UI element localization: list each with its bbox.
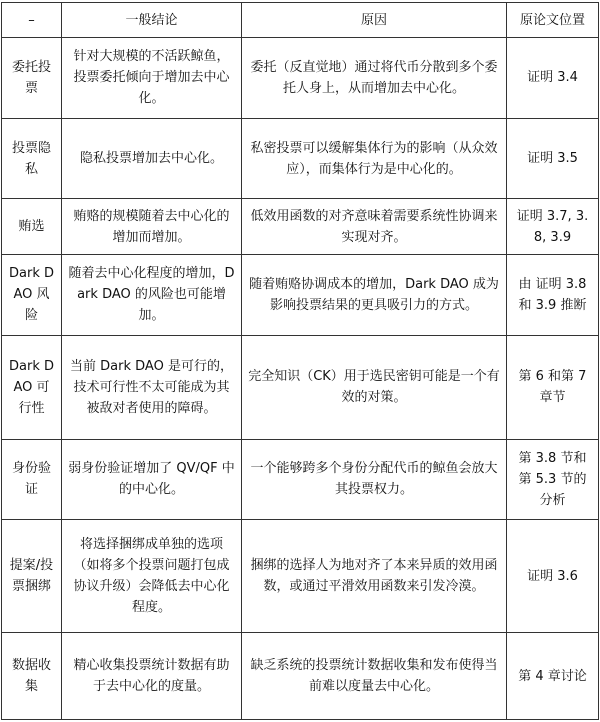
row-conclusion: 精心收集投票统计数据有助于去中心化的度量。 — [62, 633, 242, 720]
table-row — [2, 439, 599, 520]
row-conclusion: 针对大规模的不活跃鲸鱼，投票委托倾向于增加去中心化。 — [62, 38, 242, 119]
row-topic: 数据收集 — [2, 633, 62, 720]
row-reason: 捆绑的选择人为地对齐了本来异质的效用函数，或通过平滑效用函数来引发冷漠。 — [242, 520, 507, 633]
row-conclusion: 贿赂的规模随着去中心化的增加而增加。 — [62, 199, 242, 254]
row-conclusion: 随着去中心化程度的增加，Dark DAO 的风险也可能增加。 — [62, 254, 242, 335]
conclusions-table — [1, 2, 599, 720]
table-row — [2, 38, 599, 119]
row-reason: 完全知识（CK）用于选民密钥可能是一个有效的对策。 — [242, 335, 507, 439]
row-topic: 身份验证 — [2, 439, 62, 520]
header-reason: 原因 — [242, 3, 507, 38]
table-row — [2, 335, 599, 439]
row-proof: 证明 3.6 — [507, 520, 599, 633]
row-topic: 提案/投票捆绑 — [2, 520, 62, 633]
table-row — [2, 118, 599, 199]
row-conclusion: 当前 Dark DAO 是可行的，技术可行性不太可能成为其被敌对者使用的障碍。 — [62, 335, 242, 439]
row-proof: 第 3.8 节和第 5.3 节的分析 — [507, 439, 599, 520]
row-proof: 证明 3.7, 3.8, 3.9 — [507, 199, 599, 254]
header-topic: – — [2, 3, 62, 38]
row-proof: 证明 3.4 — [507, 38, 599, 119]
table-row — [2, 520, 599, 633]
row-reason: 一个能够跨多个身份分配代币的鲸鱼会放大其投票权力。 — [242, 439, 507, 520]
row-reason: 低效用函数的对齐意味着需要系统性协调来实现对齐。 — [242, 199, 507, 254]
table-row — [2, 199, 599, 254]
row-proof: 证明 3.5 — [507, 118, 599, 199]
row-topic: 委托投票 — [2, 38, 62, 119]
row-reason: 委托（反直觉地）通过将代币分散到多个委托人身上，从而增加去中心化。 — [242, 38, 507, 119]
row-reason: 缺乏系统的投票统计数据收集和发布使得当前难以度量去中心化。 — [242, 633, 507, 720]
row-topic: Dark DAO 可行性 — [2, 335, 62, 439]
table-row — [2, 633, 599, 720]
row-topic: Dark DAO 风险 — [2, 254, 62, 335]
row-topic: 投票隐私 — [2, 118, 62, 199]
row-proof: 由 证明 3.8 和 3.9 推断 — [507, 254, 599, 335]
table-row — [2, 254, 599, 335]
row-conclusion: 弱身份验证增加了 QV/QF 中的中心化。 — [62, 439, 242, 520]
row-proof: 第 4 章讨论 — [507, 633, 599, 720]
row-proof: 第 6 和第 7 章节 — [507, 335, 599, 439]
header-row — [2, 3, 599, 38]
header-proof: 原论文位置 — [507, 3, 599, 38]
row-conclusion: 隐私投票增加去中心化。 — [62, 118, 242, 199]
row-reason: 私密投票可以缓解集体行为的影响（从众效应），而集体行为是中心化的。 — [242, 118, 507, 199]
row-reason: 随着贿赂协调成本的增加，Dark DAO 成为影响投票结果的更具吸引力的方式。 — [242, 254, 507, 335]
header-conclusion: 一般结论 — [62, 3, 242, 38]
row-conclusion: 将选择捆绑成单独的选项（如将多个投票问题打包成协议升级）会降低去中心化程度。 — [62, 520, 242, 633]
row-topic: 贿选 — [2, 199, 62, 254]
